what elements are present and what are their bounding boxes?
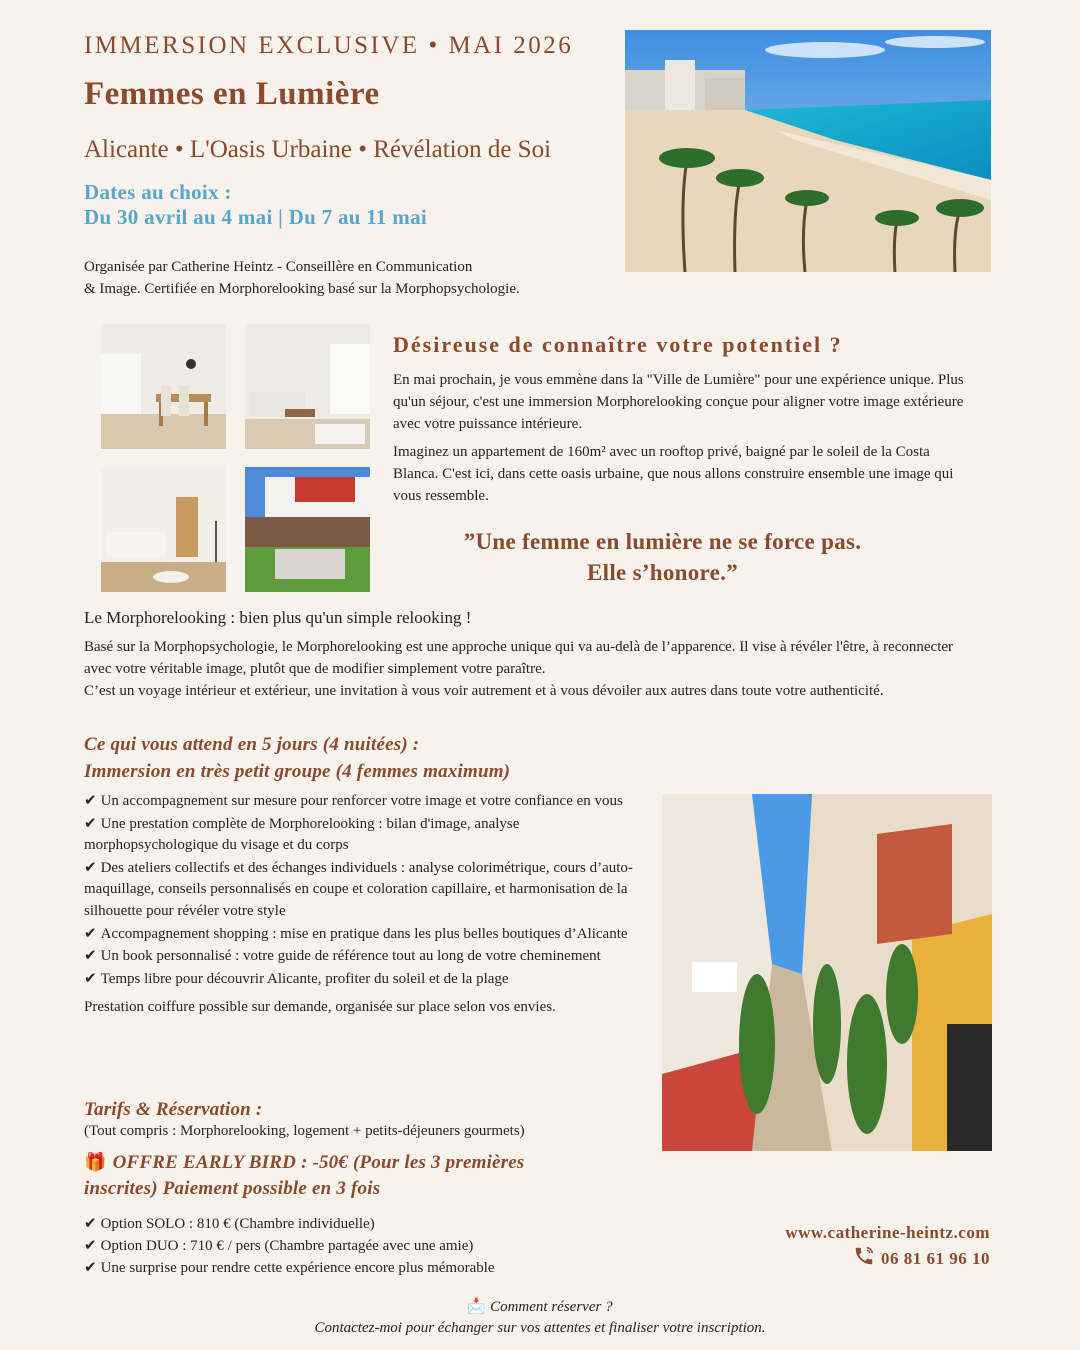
early-bird-offer xyxy=(84,1150,674,1202)
list-item: ✔ Une prestation complète de Morphorelooking : bilan d'image, analyse morphopsychologique du visage et du corps xyxy=(84,813,520,854)
pricing-options xyxy=(84,1213,644,1279)
offer-line-1: OFFRE EARLY BIRD : -50€ (Pour les 3 premières xyxy=(112,1152,525,1173)
intro-paragraph-2: Imaginez un appartement de 160m² avec un rooftop privé, baigné par le soleil de la Costa Blanca. C'est ici, dans cette oasis urbaine, que nous allons construire ensemble une image qui vous ressemble. xyxy=(393,444,954,504)
list-item: ✔ Temps libre pour découvrir Alicante, profiter du soleil et de la plage xyxy=(84,968,509,987)
check-icon: ✔ xyxy=(84,1214,97,1232)
quote-line-2: Elle s’honore.” xyxy=(586,560,739,585)
list-item: ✔ Un accompagnement sur mesure pour renforcer votre image et votre confiance en vous xyxy=(84,791,623,809)
organizer-info xyxy=(84,256,604,300)
footer-question: Comment réserver ? xyxy=(490,1299,613,1315)
dates-label: Dates au choix : xyxy=(84,180,232,204)
list-item: ✔ Des ateliers collectifs et des échanges individuels : analyse colorimétrique, cours d’auto-maquillage, conseils personnalisés en coupe et coloration capillaire, et harmonisation de la silhouette pour révéler votre style xyxy=(84,857,633,919)
envelope-icon: 📩 xyxy=(467,1297,487,1315)
list-item: ✔ Option DUO : 710 € / pers (Chambre partagée avec une amie) xyxy=(84,1236,474,1254)
check-icon: ✔ xyxy=(84,791,97,809)
organizer-line-1: Organisée par Catherine Heintz - Conseillère en Communication xyxy=(84,259,473,275)
kitchen-photo xyxy=(101,324,226,449)
morpho-paragraph-1: Basé sur la Morphopsychologie, le Morphorelooking est une approche unique qui va au-delà de l’apparence. Il vise à révéler l'être, à reconnecter avec votre véritable image, plutôt que de modifier simplement votre paraître. xyxy=(84,639,954,677)
offer-line-2: inscrites) Paiement possible en 3 fois xyxy=(84,1178,381,1199)
morpho-heading: Le Morphorelooking : bien plus qu'un simple relooking ! xyxy=(84,608,472,627)
gift-icon: 🎁 xyxy=(84,1152,107,1173)
pricing-title: Tarifs & Réservation : xyxy=(84,1099,263,1120)
check-icon: ✔ xyxy=(84,1236,97,1254)
list-item: ✔ Un book personnalisé : votre guide de référence tout au long de votre cheminement xyxy=(84,946,601,965)
quote-line-1: ”Une femme en lumière ne se force pas. xyxy=(463,529,862,554)
pricing-subtitle: (Tout compris : Morphorelooking, logement + petits-déjeuners gourmets) xyxy=(84,1123,525,1139)
program-title-line-2: Immersion en très petit groupe (4 femmes maximum) xyxy=(84,761,511,782)
check-icon: ✔ xyxy=(84,857,97,876)
street-photo xyxy=(662,794,992,1151)
check-icon: ✔ xyxy=(84,968,97,987)
phone-icon xyxy=(853,1245,875,1274)
contact-block xyxy=(785,1220,990,1274)
bedroom-photo xyxy=(101,467,226,592)
phone-link[interactable] xyxy=(785,1245,990,1274)
check-icon: ✔ xyxy=(84,813,97,832)
program-list xyxy=(84,790,654,1019)
program-title-line-1: Ce qui vous attend en 5 jours (4 nuitées) : xyxy=(84,734,420,755)
quote xyxy=(390,526,935,588)
intro-heading: Désireuse de connaître votre potentiel ? xyxy=(393,332,843,357)
website-link[interactable]: www.catherine-heintz.com xyxy=(785,1223,990,1242)
eyebrow: IMMERSION EXCLUSIVE • MAI 2026 xyxy=(84,32,574,59)
page-title: Femmes en Lumière xyxy=(84,76,380,112)
footer xyxy=(0,1296,1080,1339)
list-item: ✔ Une surprise pour rendre cette expérience encore plus mémorable xyxy=(84,1258,495,1276)
beach-photo xyxy=(625,30,991,272)
rooftop-photo xyxy=(245,467,370,592)
morpho-paragraph-2: C’est un voyage intérieur et extérieur, une invitation à vous voir autrement et à vous dévoiler aux autres dans toute votre authenticité. xyxy=(84,683,884,699)
subtitle: Alicante • L'Oasis Urbaine • Révélation de Soi xyxy=(84,136,552,163)
living-room-photo xyxy=(245,324,370,449)
program-note: Prestation coiffure possible sur demande, organisée sur place selon vos envies. xyxy=(84,999,556,1016)
check-icon: ✔ xyxy=(84,1258,97,1276)
check-icon: ✔ xyxy=(84,946,97,965)
organizer-line-2: & Image. Certifiée en Morphorelooking basé sur la Morphopsychologie. xyxy=(84,281,520,297)
dates-block xyxy=(84,180,427,230)
intro-paragraph-1: En mai prochain, je vous emmène dans la "Ville de Lumière" pour une expérience unique. Plus qu'un séjour, c'est une immersion Morphorelooking conçue pour aligner votre image extérieure avec votre puissance intérieure. xyxy=(393,372,964,432)
list-item: ✔ Accompagnement shopping : mise en pratique dans les plus belles boutiques d’Alicante xyxy=(84,923,628,942)
check-icon: ✔ xyxy=(84,923,97,942)
phone-number: 06 81 61 96 10 xyxy=(881,1249,990,1268)
dates-value: Du 30 avril au 4 mai | Du 7 au 11 mai xyxy=(84,205,428,229)
list-item: ✔ Option SOLO : 810 € (Chambre individuelle) xyxy=(84,1214,375,1232)
program-title xyxy=(84,731,784,785)
footer-cta: Contactez-moi pour échanger sur vos attentes et finaliser votre inscription. xyxy=(314,1320,766,1336)
